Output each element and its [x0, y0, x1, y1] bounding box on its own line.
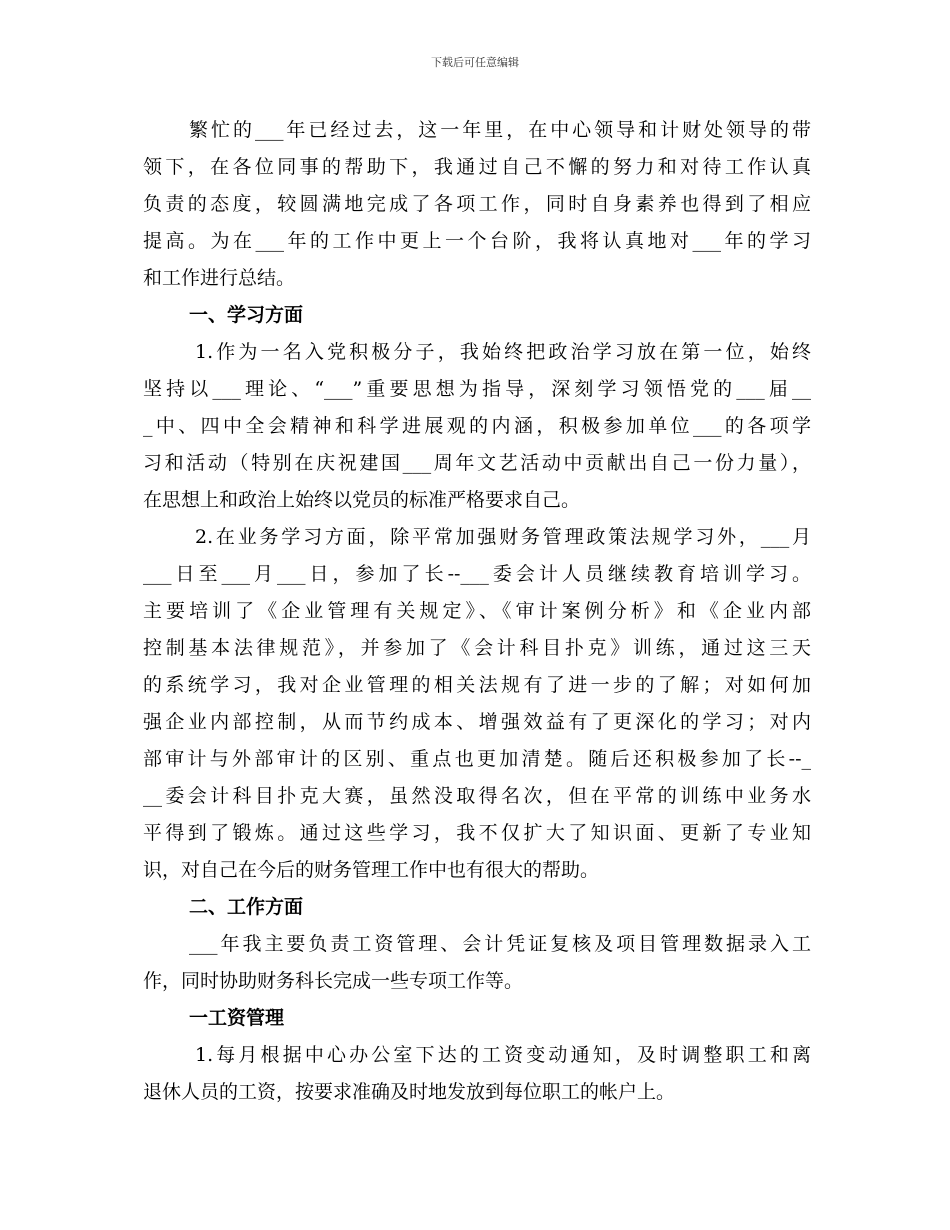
paragraph-line: 繁忙的___年已经过去，这一年里，在中心领导和计财处领导的带 — [189, 119, 811, 141]
paragraph-line: __委会计科目扑克大赛，虽然没取得名次，但在平常的训练中业务水 — [143, 785, 811, 807]
paragraph-line: 负责的态度，较圆满地完成了各项工作，同时自身素养也得到了相应 — [143, 193, 811, 215]
paragraph-line: 平得到了锻炼。通过这些学习，我不仅扩大了知识面、更新了专业知 — [143, 822, 811, 844]
paragraph-line: 的系统学习，我对企业管理的相关法规有了进一步的了解；对如何加 — [143, 674, 811, 696]
paragraph-line: 识，对自己在今后的财务管理工作中也有很大的帮助。 — [143, 859, 600, 881]
paragraph-line: 提高。为在___年的工作中更上一个台阶，我将认真地对___年的学习 — [143, 230, 811, 252]
section-heading: 二、工作方面 — [189, 896, 304, 918]
paragraph-line: 控制基本法律规范》，并参加了《会计科目扑克》训练，通过这三天 — [143, 637, 811, 659]
paragraph-line: 领下，在各位同事的帮助下，我通过自己不懈的努力和对待工作认真 — [143, 156, 811, 178]
paragraph-line: 1.作为一名入党积极分子，我始终把政治学习放在第一位，始终 — [195, 341, 811, 363]
section-heading: 一、学习方面 — [189, 304, 304, 326]
paragraph-line: ___日至___月___日，参加了长--___委会计人员继续教育培训学习。 — [143, 563, 811, 585]
paragraph-line: 退休人员的工资，按要求准确及时地发放到每位职工的帐户上。 — [143, 1081, 676, 1103]
paragraph-line: 1.每月根据中心办公室下达的工资变动通知，及时调整职工和离 — [195, 1044, 811, 1066]
paragraph-line: 作，同时协助财务科长完成一些专项工作等。 — [143, 970, 524, 992]
document-body — [143, 112, 811, 1111]
header-note: 下载后可任意编辑 — [431, 56, 519, 69]
paragraph-line: 2.在业务学习方面，除平常加强财务管理政策法规学习外，___月 — [195, 526, 811, 548]
paragraph-line: ___年我主要负责工资管理、会计凭证复核及项目管理数据录入工 — [189, 933, 811, 955]
section-heading: 一工资管理 — [189, 1007, 285, 1029]
paragraph-line: 和工作进行总结。 — [143, 267, 296, 289]
paragraph-line: _中、四中全会精神和科学进展观的内涵，积极参加单位___的各项学 — [143, 415, 811, 437]
paragraph-line: 坚持以___理论、“___”重要思想为指导，深刻学习领悟党的___届__ — [143, 378, 811, 400]
paragraph-line: 在思想上和政治上始终以党员的标准严格要求自己。 — [143, 489, 581, 511]
paragraph-line: 强企业内部控制，从而节约成本、增强效益有了更深化的学习；对内 — [143, 711, 811, 733]
paragraph-line: 主要培训了《企业管理有关规定》、《审计案例分析》和《企业内部 — [143, 600, 811, 622]
paragraph-line: 习和活动（特别在庆祝建国___周年文艺活动中贡献出自己一份力量）， — [143, 452, 811, 474]
paragraph-line: 部审计与外部审计的区别、重点也更加清楚。随后还积极参加了长--_ — [143, 748, 811, 770]
